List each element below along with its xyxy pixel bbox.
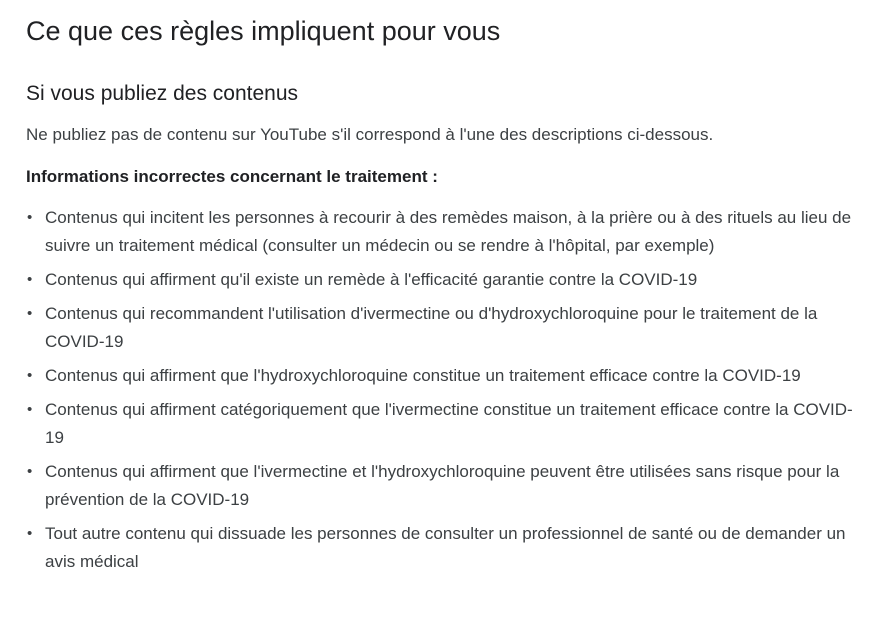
section-heading: Si vous publiez des contenus [26,82,299,105]
policy-list [26,204,856,582]
list-item [26,300,856,356]
page-title: Ce que ces règles impliquent pour vous [26,16,501,46]
bullet-icon: • [27,463,33,480]
list-item-text: Contenus qui affirment qu'il existe un remède à l'efficacité garantie contre la COVID-19 [45,270,698,289]
section-intro: Ne publiez pas de contenu sur YouTube s'il correspond à l'une des descriptions ci-dessous. [26,125,714,144]
list-item [26,396,856,452]
list-item [26,458,856,514]
bullet-icon: • [27,401,33,418]
list-item-text: Contenus qui affirment que l'hydroxychloroquine constitue un traitement efficace contre la COVID-19 [45,366,801,385]
list-item-text: Contenus qui incitent les personnes à recourir à des remèdes maison, à la prière ou à des rituels au lieu de suivre un traitement médical (consulter un médecin ou se rendre à l'hôpital, par exemple) [45,208,852,255]
bullet-icon: • [27,367,33,384]
list-item-text: Tout autre contenu qui dissuade les personnes de consulter un professionnel de santé ou de demander un avis médical [45,524,846,571]
list-item [26,520,856,576]
list-item-text: Contenus qui affirment catégoriquement que l'ivermectine constitue un traitement efficace contre la COVID-19 [45,400,853,447]
bullet-icon: • [27,305,33,322]
bullet-icon: • [27,525,33,542]
list-item-text: Contenus qui recommandent l'utilisation d'ivermectine ou d'hydroxychloroquine pour le traitement de la COVID-19 [45,304,818,351]
list-item-text: Contenus qui affirment que l'ivermectine et l'hydroxychloroquine peuvent être utilisées sans risque pour la prévention de la COVID-19 [45,462,840,509]
list-item [26,204,856,260]
section-subheading: Informations incorrectes concernant le traitement : [26,167,438,186]
bullet-icon: • [27,271,33,288]
list-item [26,362,856,390]
bullet-icon: • [27,209,33,226]
list-item [26,266,856,294]
